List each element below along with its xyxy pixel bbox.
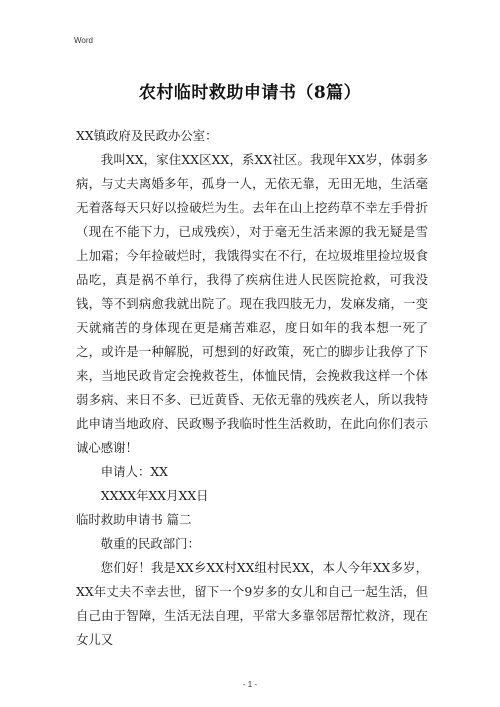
- document-body: [76, 124, 428, 652]
- salutation: XX镇政府及民政办公室：: [76, 128, 218, 143]
- paragraph-1: 我叫XX，家住XX区XX，系XX社区。我现年XX岁，体弱多病，与丈夫离婚多年，孤身一人，无依无靠，无田无地，生活毫无着落每天只好以捡破烂为生。去年在山上挖药草不幸左手骨折（现在不能下力，已成残疾），对于毫无生活来源的我无疑是雪上加霜；今年捡破烂时，我饿得实在不行，在垃圾堆里捡垃圾食品吃，真是祸不单行，我得了疾病住进人民医院抢救，可我没钱，等不到病愈我就出院了。现在我四肢无力，发麻发痛，一变天就痛苦的身体现在更是痛苦难忍，度日如年的我本想一死了之，或许是一种解脱，可想到的好政策，死亡的脚步让我停了下来，当地民政肯定会挽救苍生，体恤民情，会挽救我这样一个体弱多病、来日不多、已近黄昏、无依无靠的残疾老人，所以我特此申请当地政府、民政赐予我临时性生活救助，在此向你们表示诚心感谢！: [76, 152, 428, 455]
- section-2-salutation: 敬重的民政部门：: [100, 536, 200, 551]
- header-label: Word: [74, 36, 93, 45]
- section-2-heading: 临时救助申请书 篇二: [76, 512, 192, 527]
- page-number: - 1 -: [242, 680, 258, 689]
- applicant-line: 申请人：XX: [100, 464, 169, 479]
- date-line: XXXX年XX月XX日: [100, 488, 209, 503]
- document-title: 农村临时救助申请书（8篇）: [138, 83, 362, 103]
- section-2-paragraph-1: 您们好！我是XX乡XX村XX组村民XX，本人今年XX多岁，XX年丈夫不幸去世，留下一个9岁多的女儿和自己一起生活，但自己由于智障，生活无法自理，平常大多靠邻居帮忙救济，现在女儿又: [76, 560, 428, 647]
